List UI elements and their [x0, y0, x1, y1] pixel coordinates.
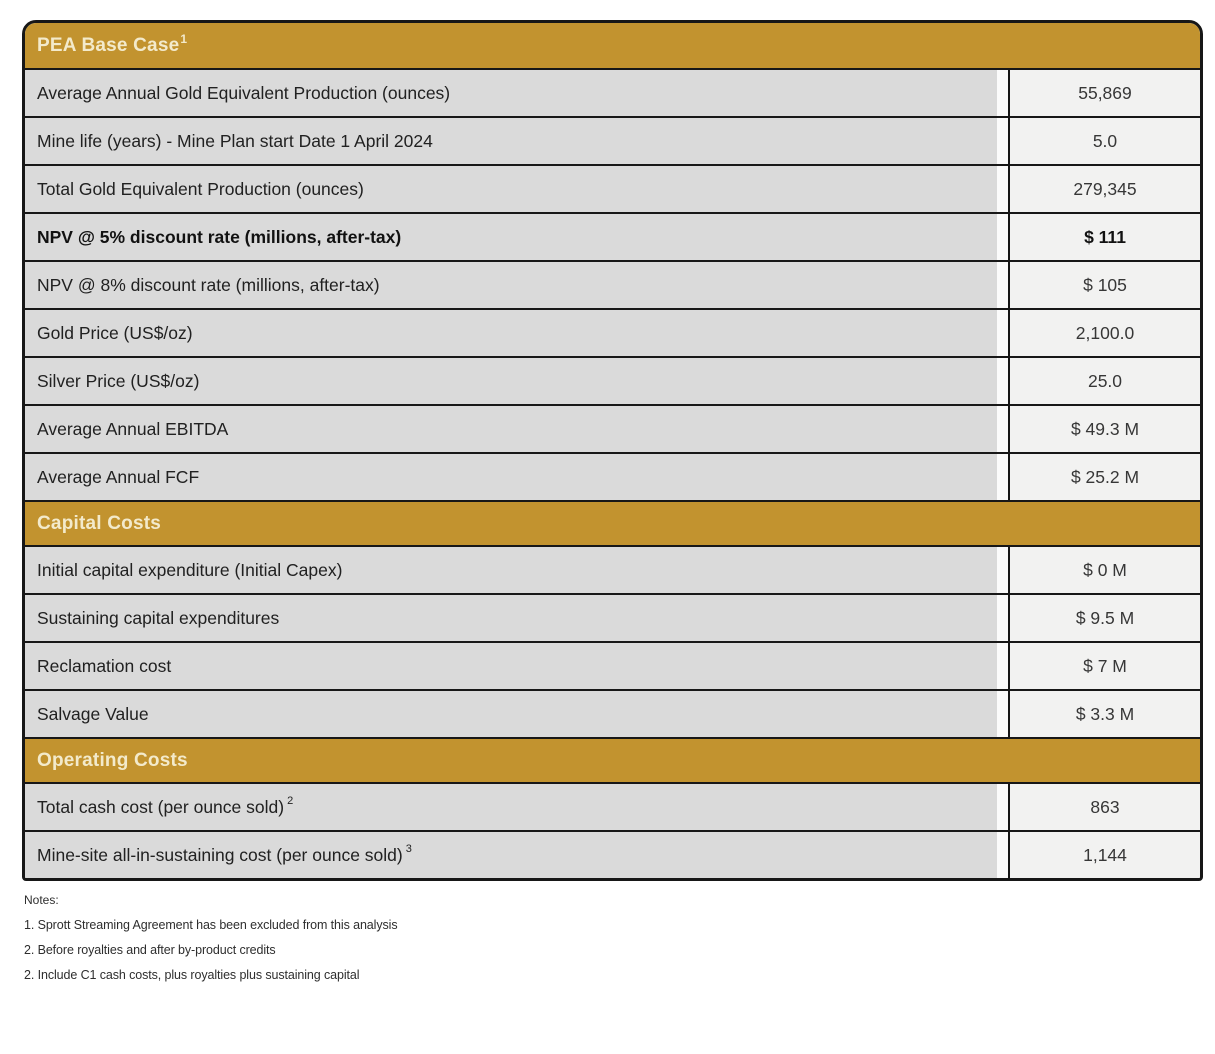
row-label-text: Total Gold Equivalent Production (ounces) [37, 178, 364, 199]
row-label-text: NPV @ 5% discount rate (millions, after-tax) [37, 226, 402, 247]
row-label-text: Salvage Value [37, 703, 149, 724]
table-row [25, 782, 1200, 830]
row-label-text: Average Annual Gold Equivalent Production (ounces) [37, 82, 451, 103]
row-label [25, 358, 997, 404]
section-header-label: Operating Costs [37, 749, 188, 771]
row-value: $ 49.3 M [1008, 406, 1200, 452]
column-gap [997, 166, 1008, 212]
row-label-text: Silver Price (US$/oz) [37, 370, 200, 391]
row-value: 2,100.0 [1008, 310, 1200, 356]
row-value: $ 9.5 M [1008, 595, 1200, 641]
row-value: $ 7 M [1008, 643, 1200, 689]
row-value: 55,869 [1008, 70, 1200, 116]
notes-section [24, 893, 1215, 988]
row-label-superscript: 3 [405, 843, 412, 855]
row-value: $ 25.2 M [1008, 454, 1200, 500]
table-row [25, 689, 1200, 737]
row-label-text: Average Annual EBITDA [37, 418, 229, 439]
row-label [25, 595, 997, 641]
notes-list [24, 913, 1215, 988]
column-gap [997, 784, 1008, 830]
table-row [25, 212, 1200, 260]
row-value: 5.0 [1008, 118, 1200, 164]
row-value: $ 105 [1008, 262, 1200, 308]
row-label [25, 262, 997, 308]
table-row [25, 593, 1200, 641]
column-gap [997, 643, 1008, 689]
table-row [25, 356, 1200, 404]
row-label-text: NPV @ 8% discount rate (millions, after-tax) [37, 274, 380, 295]
column-gap [997, 547, 1008, 593]
row-label [25, 310, 997, 356]
column-gap [997, 310, 1008, 356]
row-label-text: Mine-site all-in-sustaining cost (per ounce sold) [37, 844, 403, 865]
section-header [25, 737, 1200, 782]
row-value: $ 0 M [1008, 547, 1200, 593]
row-label [25, 547, 997, 593]
row-label [25, 643, 997, 689]
column-gap [997, 358, 1008, 404]
row-label [25, 70, 997, 116]
table-row [25, 68, 1200, 116]
pea-summary-table [22, 20, 1203, 881]
row-label [25, 214, 997, 260]
column-gap [997, 454, 1008, 500]
column-gap [997, 406, 1008, 452]
table-row [25, 545, 1200, 593]
row-label-text: Gold Price (US$/oz) [37, 322, 193, 343]
section-header [25, 500, 1200, 545]
section-header-label: Capital Costs [37, 512, 162, 534]
row-value: 279,345 [1008, 166, 1200, 212]
note-line: 2. Include C1 cash costs, plus royalties plus sustaining capital [24, 968, 360, 982]
row-label-text: Sustaining capital expenditures [37, 607, 280, 628]
row-label [25, 166, 997, 212]
row-label [25, 118, 997, 164]
column-gap [997, 691, 1008, 737]
row-value: $ 3.3 M [1008, 691, 1200, 737]
row-value: $ 111 [1008, 214, 1200, 260]
row-label [25, 406, 997, 452]
table-row [25, 260, 1200, 308]
row-label [25, 832, 997, 878]
table-row [25, 164, 1200, 212]
table-row [25, 452, 1200, 500]
row-label-text: Reclamation cost [37, 655, 172, 676]
row-value: 863 [1008, 784, 1200, 830]
section-header [25, 23, 1200, 68]
column-gap [997, 214, 1008, 260]
table-row [25, 641, 1200, 689]
section-header-label: PEA Base Case [37, 34, 180, 56]
column-gap [997, 832, 1008, 878]
table-row [25, 830, 1200, 878]
row-value: 25.0 [1008, 358, 1200, 404]
notes-title: Notes: [24, 893, 59, 907]
table-row [25, 116, 1200, 164]
table-row [25, 308, 1200, 356]
column-gap [997, 118, 1008, 164]
section-header-superscript: 1 [180, 31, 188, 46]
row-value: 1,144 [1008, 832, 1200, 878]
note-line: 1. Sprott Streaming Agreement has been excluded from this analysis [24, 918, 398, 932]
row-label [25, 691, 997, 737]
row-label-text: Mine life (years) - Mine Plan start Date 1 April 2024 [37, 130, 433, 151]
row-label-text: Total cash cost (per ounce sold) [37, 796, 285, 817]
column-gap [997, 70, 1008, 116]
row-label-text: Initial capital expenditure (Initial Capex) [37, 559, 343, 580]
row-label-superscript: 2 [287, 795, 294, 807]
note-line: 2. Before royalties and after by-product credits [24, 943, 276, 957]
row-label [25, 784, 997, 830]
column-gap [997, 262, 1008, 308]
row-label [25, 454, 997, 500]
row-label-text: Average Annual FCF [37, 466, 200, 487]
column-gap [997, 595, 1008, 641]
table-row [25, 404, 1200, 452]
